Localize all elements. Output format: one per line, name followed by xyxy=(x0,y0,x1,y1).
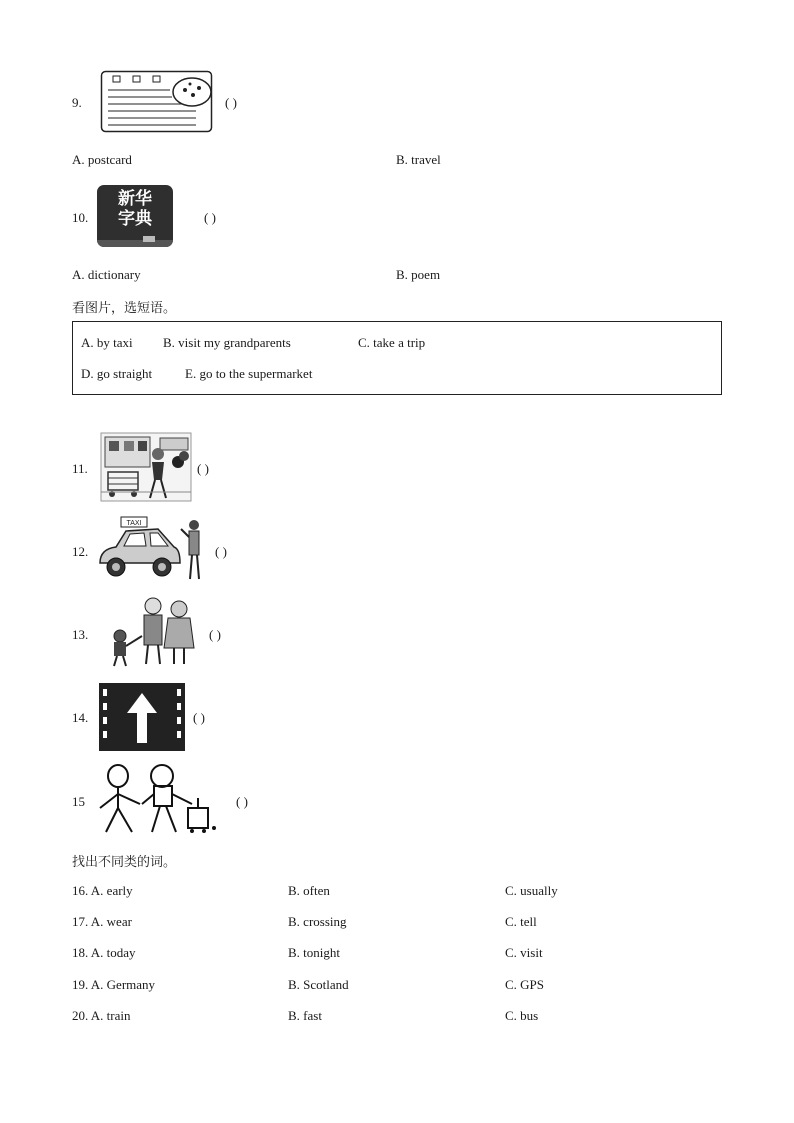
suitcase-icon xyxy=(188,808,208,828)
grandparents-image xyxy=(104,596,200,668)
book-title-line2: 字典 xyxy=(118,209,152,229)
q9-option-a[interactable]: A. postcard xyxy=(72,152,132,167)
phrase-option-a: A. by taxi xyxy=(81,335,133,350)
q16-option-a[interactable]: 16. A. early xyxy=(72,883,133,898)
postcard-image xyxy=(100,70,214,134)
section3-title: 找出不同类的词。 xyxy=(72,855,177,870)
q17-option-a[interactable]: 17. A. wear xyxy=(72,914,132,929)
phrase-option-d: D. go straight xyxy=(81,366,153,381)
q16-option-b[interactable]: B. often xyxy=(288,883,330,898)
q19-option-c[interactable]: C. GPS xyxy=(505,977,545,992)
q18-option-c[interactable]: C. visit xyxy=(505,945,543,960)
q9-answer-paren[interactable]: ( ) xyxy=(225,95,237,110)
q10-option-b[interactable]: B. poem xyxy=(396,267,441,282)
q11-number: 11. xyxy=(72,461,88,476)
q15-answer-paren[interactable]: ( ) xyxy=(236,794,248,809)
q20-option-a[interactable]: 20. A. train xyxy=(72,1008,131,1023)
q13-number: 13. xyxy=(72,627,89,642)
q19-option-a[interactable]: 19. A. Germany xyxy=(72,977,156,992)
phrase-option-c: C. take a trip xyxy=(358,335,426,350)
q20-option-b[interactable]: B. fast xyxy=(288,1008,322,1023)
q13-answer-paren[interactable]: ( ) xyxy=(209,627,221,642)
q10-answer-paren[interactable]: ( ) xyxy=(204,210,216,225)
taxi-sign-text: TAXI xyxy=(126,520,142,527)
book-title-line1: 新华 xyxy=(118,189,152,209)
phrase-option-e: E. go to the supermarket xyxy=(185,366,313,381)
phrase-option-b: B. visit my grandparents xyxy=(163,335,291,350)
phrase-options-box xyxy=(72,321,722,395)
take-trip-image xyxy=(92,764,222,836)
q17-option-c[interactable]: C. tell xyxy=(505,914,537,929)
q18-option-b[interactable]: B. tonight xyxy=(288,945,341,960)
q9-number: 9. xyxy=(72,95,82,110)
q10-number: 10. xyxy=(72,210,89,225)
q9-option-b[interactable]: B. travel xyxy=(396,152,441,167)
q15-number: 15 xyxy=(72,794,85,809)
dictionary-book-image xyxy=(97,185,173,247)
q19-option-b[interactable]: B. Scotland xyxy=(288,977,349,992)
go-straight-sign-image xyxy=(99,683,185,751)
section2-title: 看图片，选短语。 xyxy=(72,301,177,316)
q12-number: 12. xyxy=(72,544,89,559)
q20-option-c[interactable]: C. bus xyxy=(505,1008,539,1023)
taxi-image xyxy=(96,515,208,585)
q14-number: 14. xyxy=(72,710,89,725)
q18-option-a[interactable]: 18. A. today xyxy=(72,945,136,960)
q11-answer-paren[interactable]: ( ) xyxy=(197,461,209,476)
book-emblem-icon xyxy=(143,236,155,242)
q14-answer-paren[interactable]: ( ) xyxy=(193,710,205,725)
q17-option-b[interactable]: B. crossing xyxy=(288,914,347,929)
q12-answer-paren[interactable]: ( ) xyxy=(215,544,227,559)
supermarket-image xyxy=(100,432,192,502)
q10-option-a[interactable]: A. dictionary xyxy=(72,267,141,282)
q16-option-c[interactable]: C. usually xyxy=(505,883,558,898)
